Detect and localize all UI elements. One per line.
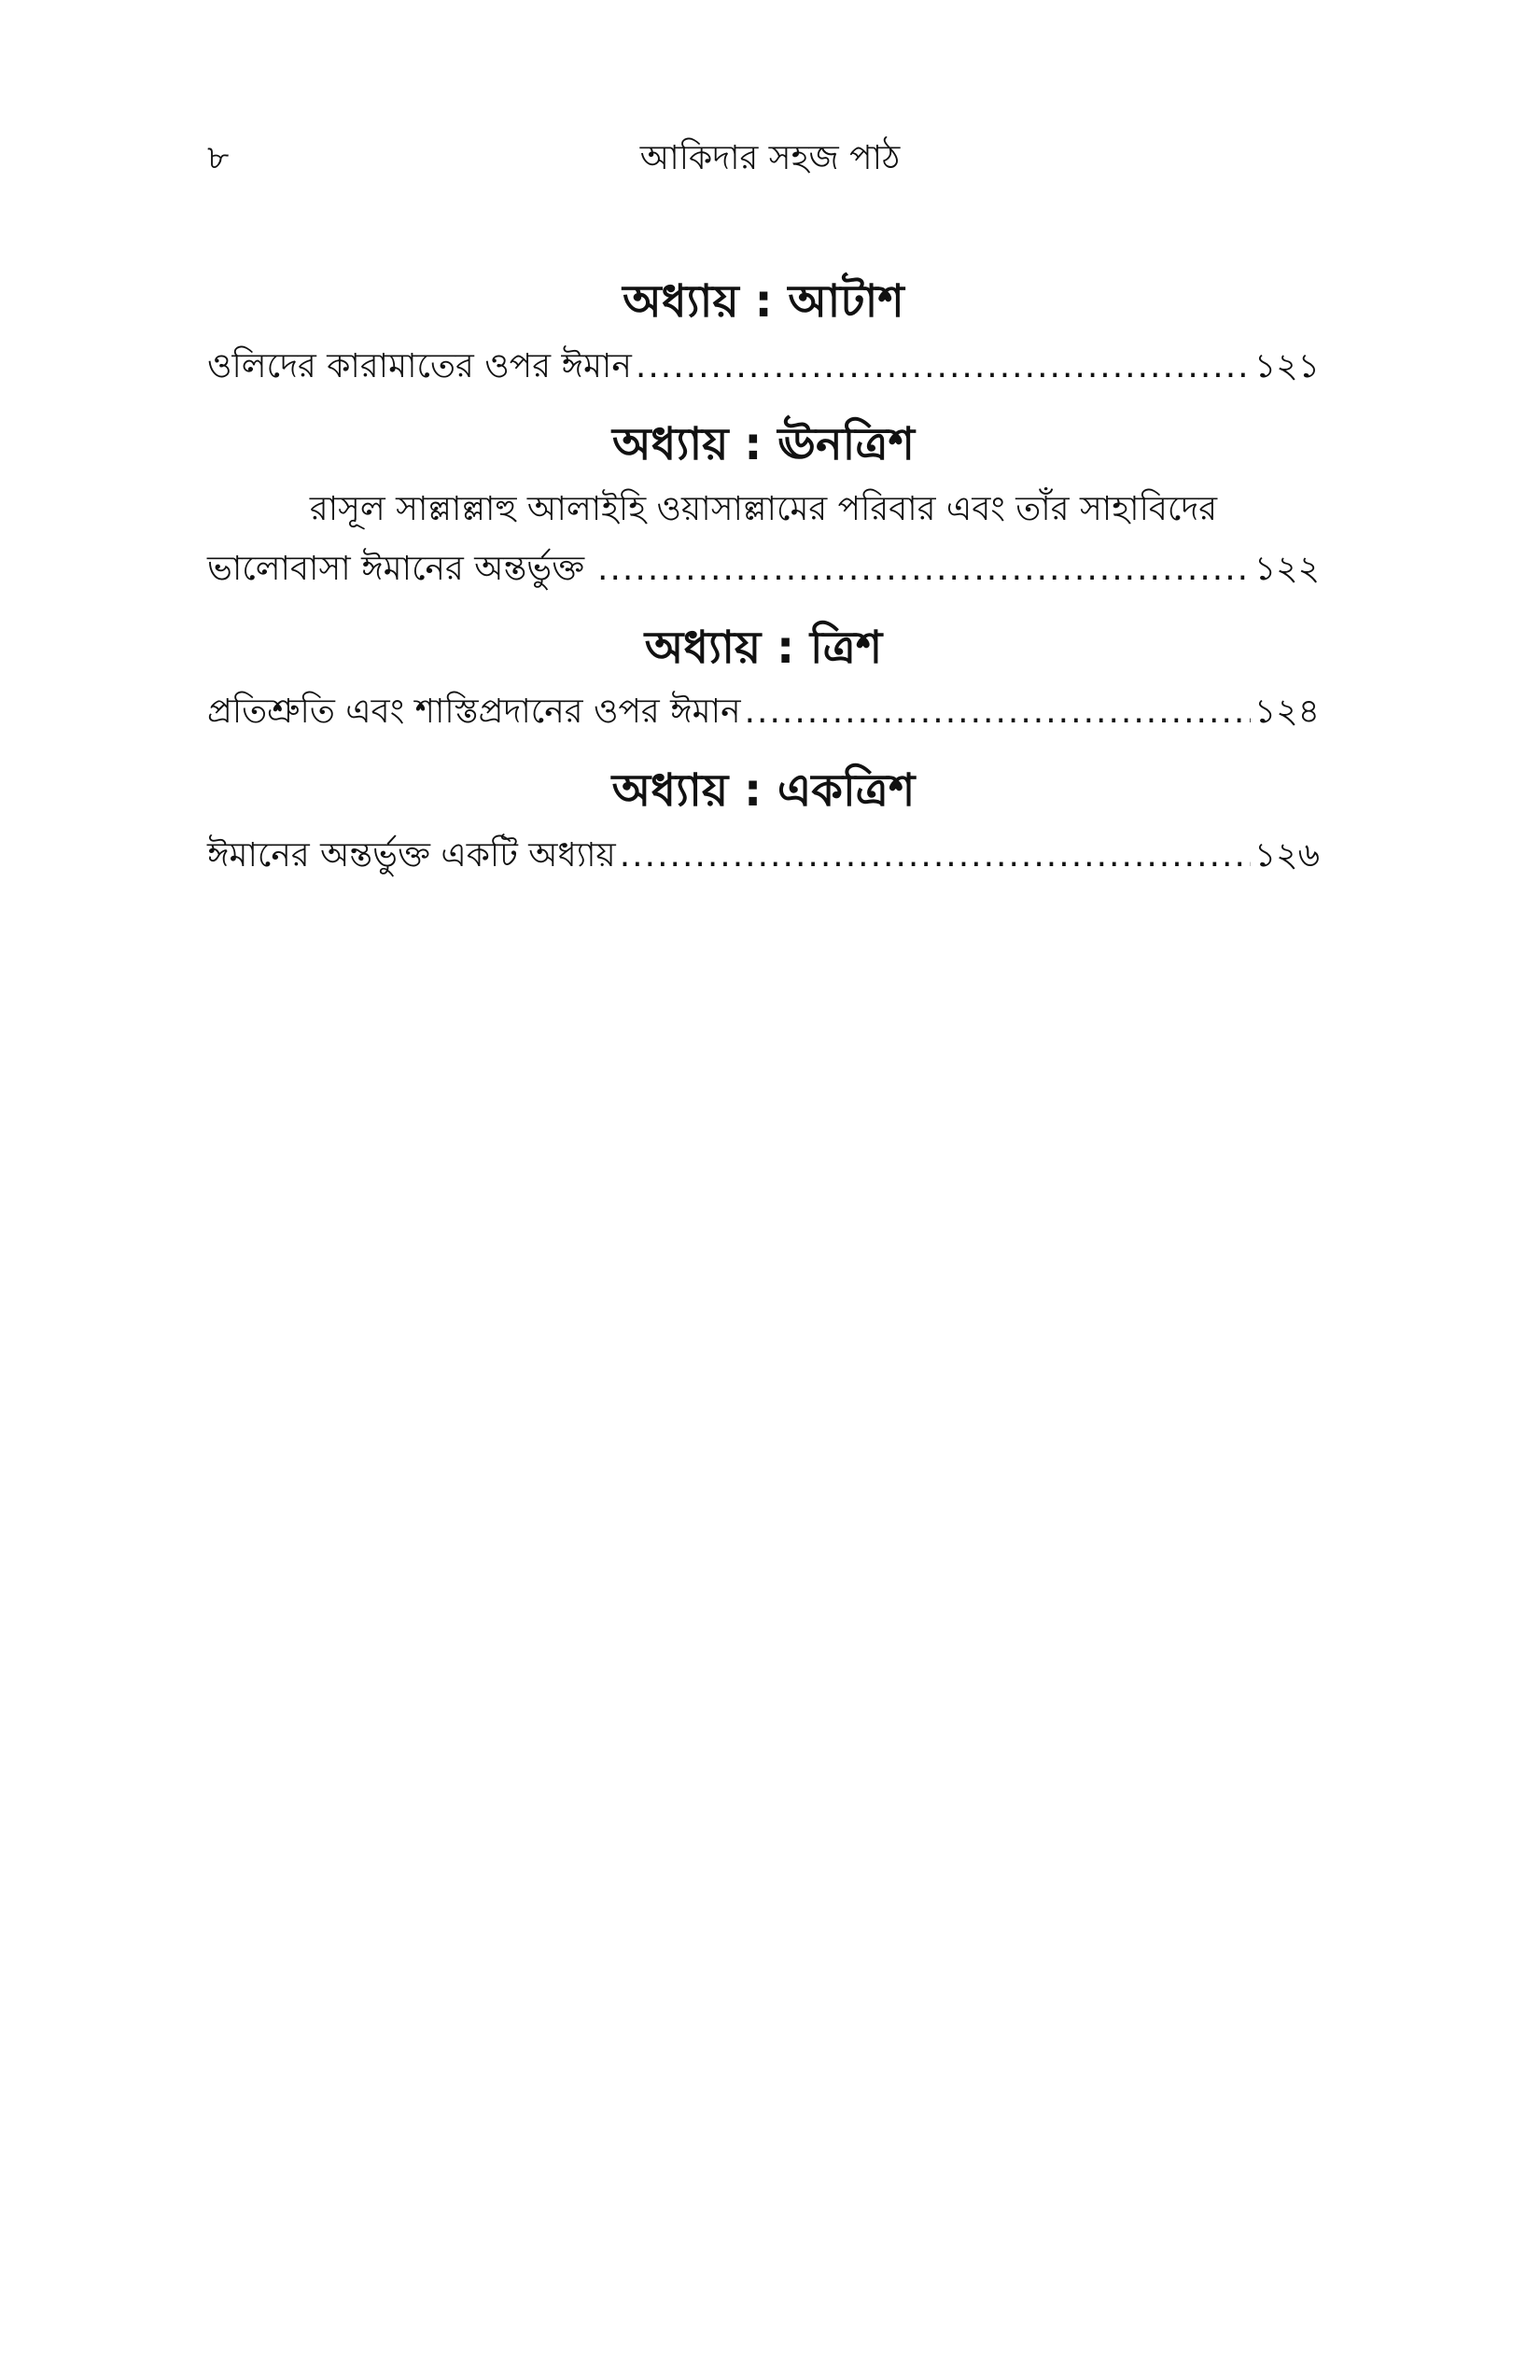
- entry-page-number: ১২১: [1253, 346, 1320, 385]
- table-of-contents: [207, 275, 1320, 907]
- chapter-heading: অধ্যায় : ত্রিশ: [644, 621, 883, 674]
- chapter-heading: অধ্যায় : একত্রিশ: [611, 763, 916, 817]
- entry-title: প্রতিশ্রুতি এবং শাস্তিপ্রদানের ওপর ঈমান: [207, 693, 741, 732]
- page-number: ৮: [207, 139, 230, 177]
- dot-leader: [597, 543, 1251, 595]
- toc-section: [207, 418, 1320, 595]
- entry-page-number: ১২৪: [1253, 693, 1320, 732]
- entry-title: ঈমানের অন্তর্ভুক্ত একটি অধ্যায়: [207, 835, 616, 875]
- chapter-heading: অধ্যায় : ঊনত্রিশ: [611, 418, 915, 471]
- chapter-heading: অধ্যায় : আটাশ: [623, 275, 904, 328]
- running-title: আকিদার সহজ পাঠ: [639, 139, 901, 177]
- dot-leader: [620, 830, 1251, 882]
- entry-page-number: ১২৬: [1253, 835, 1320, 875]
- entry-title-line-2: ভালোবাসা ঈমানের অন্তর্ভুক্ত: [207, 549, 585, 588]
- entry-title-line-1: রাসূল সাল্লাল্লাহু আলাইহি ওয়াসাল্লামের পরিবার এবং তাঁর সাহাবিদের: [309, 489, 1218, 528]
- toc-entry: [207, 830, 1320, 882]
- entry-title: ওলিদের কারামাতের ওপর ঈমান: [207, 346, 632, 385]
- toc-section: [207, 622, 1320, 738]
- entry-page-number: ১২২: [1253, 549, 1320, 588]
- dot-leader: [745, 686, 1251, 738]
- toc-entry: [207, 341, 1320, 393]
- toc-entry: [207, 686, 1320, 738]
- dot-leader: [636, 341, 1251, 393]
- toc-section: [207, 764, 1320, 881]
- toc-section: [207, 275, 1320, 392]
- toc-entry: [207, 483, 1320, 595]
